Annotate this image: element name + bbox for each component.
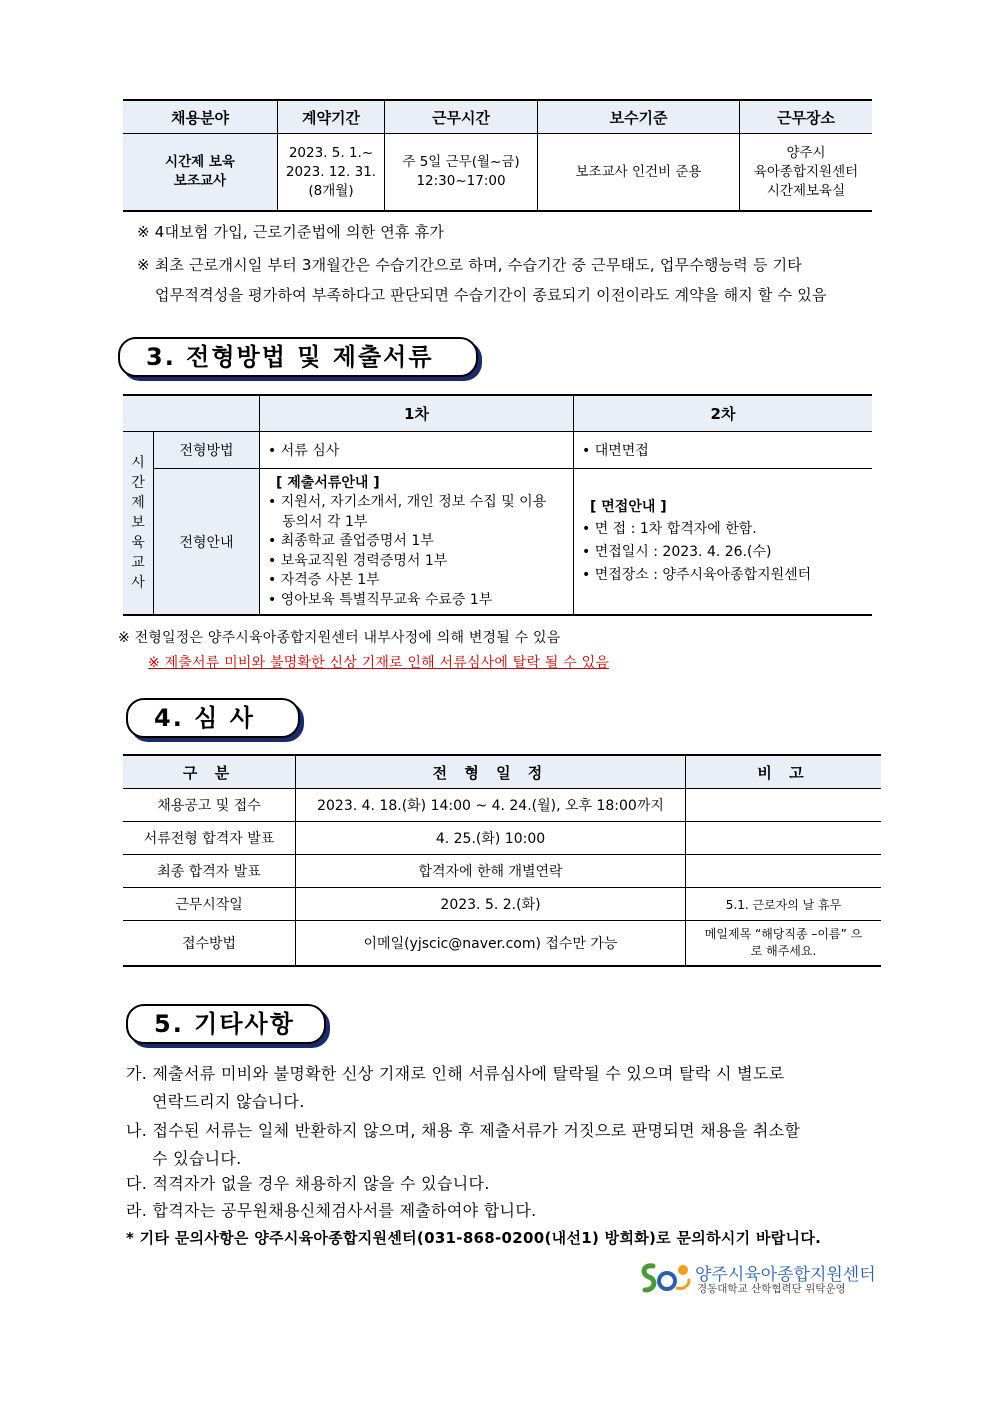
th-hours: 근무시간	[385, 100, 538, 134]
table-row: 서류전형 합격자 발표 4. 25.(화) 10:00	[123, 822, 881, 855]
logo-name: 양주시육아종합지원센터	[695, 1265, 876, 1285]
label-guide: 전형안내	[154, 469, 260, 616]
th-field: 채용분야	[123, 100, 278, 134]
note-probation-cont: 업무적격성을 평가하여 부족하다고 판단되면 수습기간이 종료되기 이전이라도 계약을 해지 할 수 있음	[155, 286, 827, 304]
section-4-title: 4. 심 사	[126, 698, 300, 738]
th-pay: 보수기준	[538, 100, 740, 134]
logo-sub: 경동대학교 산학협력단 위탁운영	[697, 1283, 846, 1295]
item-na: 나. 접수된 서류는 일체 반환하지 않으며, 채용 후 제출서류가 거짓으로 판명되면 채용을 취소할 수 있습니다.	[126, 1121, 801, 1168]
note-warning: ※ 제출서류 미비와 불명확한 신상 기재로 인해 서류심사에 탈락 될 수 있음	[148, 655, 610, 671]
selection-table	[123, 394, 872, 616]
corner-cell	[123, 395, 260, 432]
list-item: • 지원서, 자기소개서, 개인 정보 수집 및 이용 동의서 각 1부	[268, 494, 547, 530]
cell-hours: 주 5일 근무(월~금) 12:30~17:00	[385, 134, 538, 212]
vertical-label: 시 간 제 보 육 교 사	[123, 432, 154, 616]
note-schedule: ※ 전형일정은 양주시육아종합지원센터 내부사정에 의해 변경될 수 있음	[118, 630, 561, 646]
list-item: • 면접장소 : 양주시육아종합지원센터	[582, 567, 812, 583]
section-3-title: 3. 전형방법 및 제출서류	[118, 337, 478, 377]
logo-icon	[637, 1260, 693, 1296]
interview-guide	[574, 469, 873, 616]
list-item: • 보육교직원 경력증명서 1부	[268, 552, 448, 569]
th-category: 구 분	[123, 755, 296, 789]
item-ga: 가. 제출서류 미비와 불명확한 신상 기재로 인해 서류심사에 탈락될 수 있으며 탈락 시 별도로 연락드리지 않습니다.	[126, 1064, 785, 1111]
th-schedule: 전 형 일 정	[296, 755, 686, 789]
docs-guide	[260, 469, 574, 616]
list-item: • 최종학교 졸업증명서 1부	[268, 533, 434, 549]
table-row: 근무시작일 2023. 5. 2.(화) 5.1. 근로자의 날 휴무	[123, 888, 881, 921]
list-item: • 영아보육 특별직무교육 수료증 1부	[268, 591, 493, 608]
note-insurance: ※ 4대보험 가입, 근로기준법에 의한 연휴 휴가	[137, 223, 445, 241]
table-row: 채용공고 및 접수 2023. 4. 18.(화) 14:00 ~ 4. 24.(월), 오후 18:00까지	[123, 789, 881, 822]
cell-pay: 보조교사 인건비 준용	[538, 134, 740, 212]
cell-place: 양주시 육아종합지원센터 시간제보육실	[740, 134, 873, 212]
th-period: 계약기간	[278, 100, 385, 134]
item-ra: 라. 합격자는 공무원채용신체검사서를 제출하여야 합니다.	[126, 1201, 537, 1220]
col-second: 2차	[574, 395, 873, 432]
schedule-table	[123, 754, 881, 967]
table-row: 접수방법 이메일(yjscic@naver.com) 접수만 가능 메일제목 “해당직종 –이름” 으로 해주세요.	[123, 921, 881, 967]
method-first: • 서류 심사	[260, 432, 574, 469]
docs-list	[268, 493, 572, 610]
center-logo	[637, 1260, 877, 1296]
label-method: 전형방법	[154, 432, 260, 469]
col-first: 1차	[260, 395, 574, 432]
section-5-title: 5. 기타사항	[126, 1004, 326, 1044]
interview-list	[582, 518, 871, 587]
th-place: 근무장소	[740, 100, 873, 134]
table-row: 최종 합격자 발표 합격자에 한해 개별연락	[123, 855, 881, 888]
cell-field: 시간제 보육 보조교사	[123, 134, 278, 212]
note-probation: ※ 최초 근로개시일 부터 3개월간은 수습기간으로 하며, 수습기간 중 근무태도, 업무수행능력 등 기타	[137, 256, 802, 274]
item-da: 다. 적격자가 없을 경우 채용하지 않을 수 있습니다.	[126, 1174, 490, 1193]
list-item: • 면접일시 : 2023. 4. 26.(수)	[582, 544, 772, 560]
list-item: • 자격증 사본 1부	[268, 572, 380, 588]
interview-title: [ 면접안내 ]	[590, 499, 667, 515]
list-item: • 면 접 : 1차 합격자에 한함.	[582, 521, 757, 537]
contact-note: * 기타 문의사항은 양주시육아종합지원센터(031-868-0200(내선1) 방희화)로 문의하시기 바랍니다.	[126, 1229, 822, 1247]
recruitment-table	[123, 99, 872, 212]
th-remarks: 비 고	[686, 755, 882, 789]
docs-title: [ 제출서류안내 ]	[276, 475, 380, 491]
method-second: • 대면면접	[574, 432, 873, 469]
cell-period: 2023. 5. 1.~ 2023. 12. 31. (8개월)	[278, 134, 385, 212]
